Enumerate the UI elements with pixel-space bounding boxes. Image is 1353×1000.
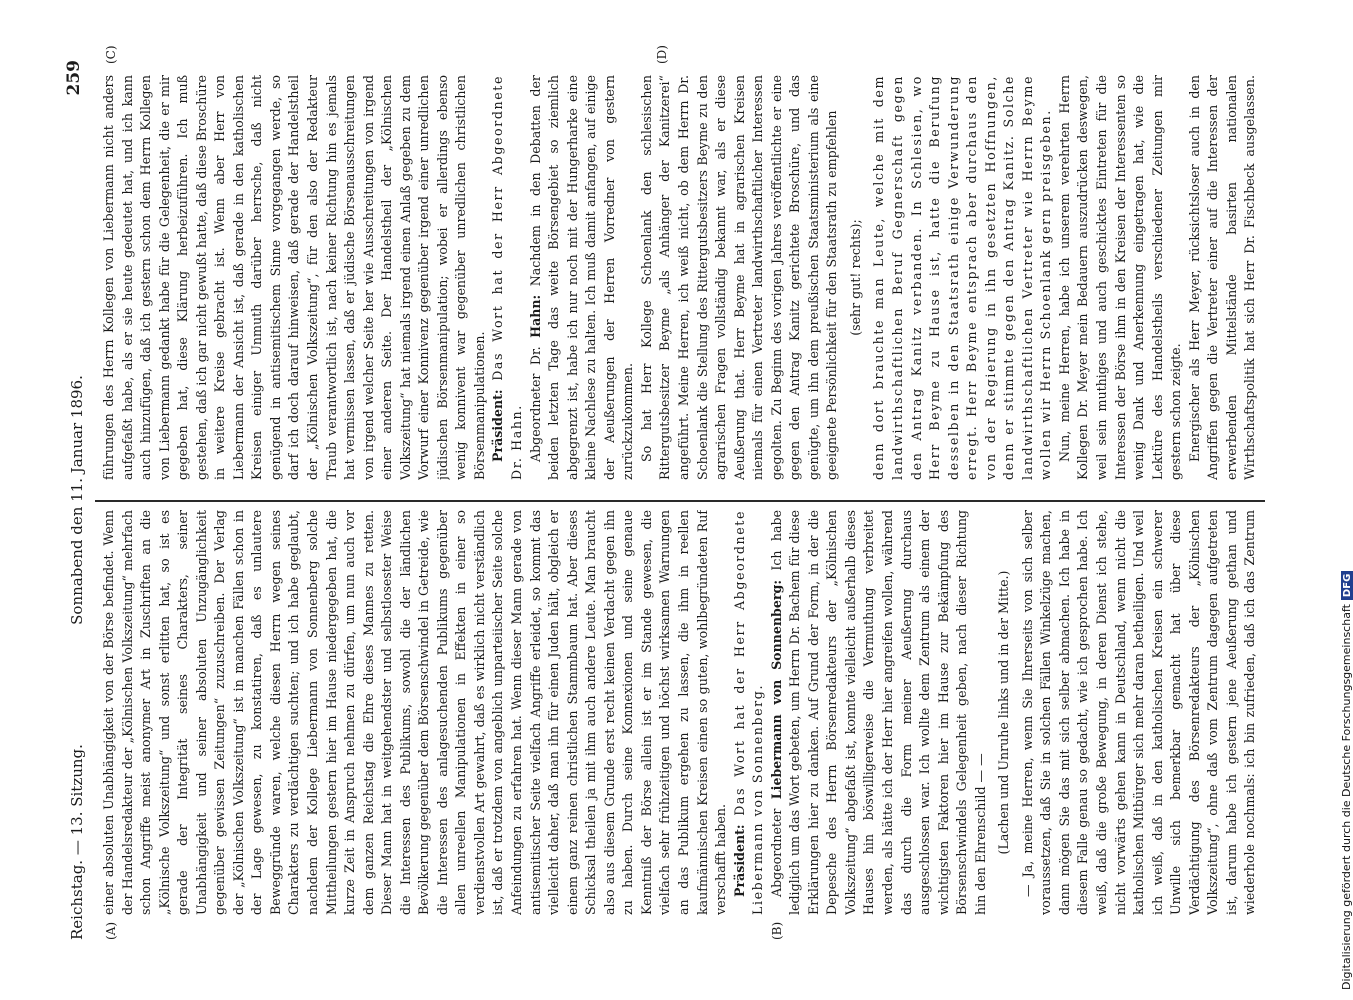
- digitization-credit: [1340, 10, 1353, 990]
- margin-marker-c: (C): [104, 45, 118, 64]
- paragraph: Abgeordneter Dr. Hahn: Nachdem in den Debatten der beiden letzten Tage das weite Börsengebiet so ziemlich abgegrenzt ist, habe ich nur noch mit der Hungerharke eine kleine Nachlese zu halten. Ich muß damit anfangen, auf einige der Aeußerungen der Herren Vorredner von gestern zurückzukommen.: [527, 75, 636, 480]
- speaker-label: Präsident:: [490, 389, 506, 462]
- interjection: (sehr gut! rechts);: [847, 219, 863, 336]
- paragraph: denn dort brauchte man Leute, welche mit dem landwirthschaftlichen Beruf Gegnerschaft gegen den Antrag Kanitz verbanden. In Schlesien, wo Herr Beyme zu Hause ist, hatte die Berufung desselben in den Staatsrath einige Verwunderung erregt. Herr Beyme entsprach aber durchaus den von der Regierung in ihn gesetzten Hoffnungen, denn er stimmte gegen den Antrag Kanitz. Solche landwirthschaftlichen Vertreter wie Herrn Beyme wollen wir Herrn Schoenlank gern preisgeben.: [871, 75, 1054, 480]
- paragraph: — Ja, meine Herren, wenn Sie Ihrerseits von sich selber voraussetzen, daß Sie in solchen Fällen Winkelzüge machen, dann mögen Sie das mit sich selber abmachen. Ich habe in diesem Falle genau so gedacht, wie ich gesprochen habe. Ich weiß, daß die große Bewegung, in deren Dienst ich stehe, nicht vorwärts gehen kann in Deutschland, wenn nicht die katholischen Mitbürger sich mehr daran betheiligen. Und weil ich weiß, daß in den katholischen Kreisen ein schwerer Unwille sich bemerkbar gemacht hat über diese Verdächtigung des Börsenredakteurs der „Kölnischen Volkszeitung“, ohne daß vom Zentrum dagegen aufgetreten ist, darum habe ich gestern jene Aeußerung gethan und wiederhole nochmals: ich bin zufrieden, daß ich das Zentrum: [1019, 510, 1258, 915]
- paragraph: führungen des Herrn Kollegen von Liebermann nicht anders aufgefaßt habe, als er sie heute gedeutet hat, und ich kann auch hinzufügen, daß ich gestern schon dem Herrn Kollegen von Liebermann gedankt habe für die Gelegenheit, die er mir gegeben hat, diese Klärung herbeizuführen. Ich muß gestehen, daß ich gar nicht gewußt hatte, daß diese Broschüre in weitere Kreise gebracht ist. Wenn aber Herr von Liebermann der Ansicht ist, daß gerade in den katholischen Kreisen einiger Unmuth darüber herrsche, daß nicht genügend in antisemitischem Sinne vorgegangen werde, so darf ich doch darauf hinweisen, daß gerade der Handelstheil der „Kölnischen Volkszeitung“, für den also der Redakteur Traub verantwortlich ist, nach keiner Richtung hin es jemals hat vermissen lassen, daß er jüdische Börsenausschreitungen von irgend welcher Seite her wie Ausschreitungen von irgend einer anderen Seite. Der Handelstheil der „Kölnischen Volkszeitung“ hat niemals irgend einen Anlaß gegeben zu dem Vorwurf einer Konnivenz gegenüber irgend einer unredlichen jüdischen Börsenmanipulation; wobei er allerdings ebenso wenig konnivent war gegenüber unredlichen christlichen Börsenmanipulationen.: [101, 75, 487, 480]
- paragraph: Energischer als Herr Meyer, rücksichtsloser auch in den Angriffen gegen die Vertreter einer auf die Interessen der erwerbenden Mittelstände basirten nationalen Wirthschaftspolitik hat sich Herr Dr. Fischbeck ausgelassen.: [1186, 75, 1258, 480]
- paragraph: Abgeordneter Liebermann von Sonnenberg: Ich habe lediglich um das Wort gebeten, um Herrn Dr. Bachem für diese Erklärungen hier zu danken. Auf Grund der Form, in der die Depesche des Herrn Börsenredakteurs der „Kölnischen Volkszeitung“ abgefaßt ist, konnte vielleicht außerhalb dieses Hauses hin böswilligerweise die Vermuthung verbreitet werden, als hätte ich der Herr hier angreifen wollen, während das durch die Form meiner Aeußerung durchaus ausgeschlossen war. Ich wollte dem Zentrum als einem der wichtigsten Faktoren hier im Hause zur Bekämpfung des Börsenschwindels Gelegenheit geben, nach dieser Richtung hin den Ehrenschild — —: [768, 510, 988, 915]
- paragraph: Nun, meine Herren, habe ich unserem verehrten Herrn Kollegen Dr. Meyer mein Bedauern auszudrücken deswegen, weil sein muthiges und auch geschicktes Eintreten für die Interessen der Börse ihm in den Kreisen der Interessenten so wenig Dank und Anerkennung eingetragen hat, wie die Lektüre des Handelstheils verschiedener Zeitungen mir gestern schon zeigte.: [1056, 75, 1184, 480]
- paragraph: Präsident: Das Wort hat der Herr Abgeordnete Liebermann von Sonnenberg.: [731, 510, 766, 915]
- header-session: Reichstag. — 13. Sitzung.: [68, 744, 86, 940]
- paragraph: Präsident: Das Wort hat der Herr Abgeordnete Dr. Hahn.: [490, 75, 525, 480]
- paragraph: So hat Herr Kollege Schoenlank den schlesischen Rittergutsbesitzer Beyme „als Anhänger der Kanitzerei“ angeführt. Meine Herren, ich weiß nicht, ob dem Herrn Dr. Schoenlank die Stellung des Rittergutsbesitzers Beyme zu den agrarischen Fragen vollständig bekannt war, als er diese Aeußerung that. Herr Beyme hat in agrarischen Kreisen niemals für einen Vertreter landwirthschaftlicher Interessen gegolten. Zu Beginn des vorigen Jahres veröffentlichte er eine gegen den Antrag Kanitz gerichtete Broschüre, und das genügte, um ihn dem preußischen Staatsministerium als eine geeignete Persönlichkeit für den Staatsrath zu empfehlen: [638, 75, 840, 480]
- margin-marker-b: (B): [770, 921, 784, 940]
- dfg-logo: DFG: [1341, 571, 1353, 600]
- column-divider: [95, 500, 1265, 502]
- margin-marker-d: (D): [655, 45, 669, 64]
- margin-marker-a: (A): [104, 921, 118, 940]
- page-header: [62, 60, 90, 940]
- right-column: [100, 75, 1260, 480]
- speaker-name: Liebermann von Sonnenberg:: [768, 580, 784, 800]
- paragraph: einer absoluten Unabhängigkeit von der Börse befindet. Wenn der Handelsredakteur der „Kölnischen Volkszeitung“ mehrfach schon Angriffe meist anonymer Art in Zuschriften an die „Kölnische Volkszeitung“ und sonst erlitten hat, so ist es gerade der Integrität seines Charakters, seiner Unabhängigkeit und seiner absoluten Unzugänglichkeit gegenüber gewissen Zeitungen“ zuzuschreiben. Der Verlag der „Kölnischen Volkszeitung“ ist in manchen Fällen schon in der Lage gewesen, zu konstatiren, daß es unlautere Beweggründe waren, welche diesen Herrn wegen seines Charakters zu verdächtigen suchten; und ich habe geglaubt, nachdem der Kollege Liebermann von Sonnenberg solche Mittheilungen gestern hier im Hause niedergegeben hat, die kurze Zeit in Anspruch nehmen zu dürfen, um nun auch vor dem ganzen Reichstag die Ehre dieses Mannes zu retten. Dieser Mann hat in weitgehendster und selbstlosester Weise die Interessen des Publikums, sowohl die der ländlichen Bevölkerung gegenüber dem Börsenschwindel in Getreide, wie die Interessen des anlagesuchenden Publikums gegenüber allen unreellen Manipulationen in Effekten in einer so verdienstvollen Art gewahrt, daß es wirklich nicht verständlich ist, daß er trotzdem von angeblich unparteiischer Seite solche Anfeindungen zu erfahren hat. Wenn dieser Mann gerade von antisemitischer Seite vielfach Angriffe erleidet, so kommt das vielleicht daher, daß man ihn für einen Juden hält, obgleich er einem ganz reinen christlichen Stammbaum hat. Aber dieses Schicksal theilen ja mit ihm auch andere Leute. Man braucht also aus diesem Grunde erst recht keinen Verdacht gegen ihn zu haben. Durch seine Konnexionen und seine genaue Kenntniß der Börse allein ist er im Stande gewesen, die vielfach sehr frühzeitigen und höchst wirksamen Warnungen an das Publikum ergehen zu lassen, die ihm in reellen kaufmännischen Kreisen einen so guten, wohlbegründeten Ruf verschafft haben.: [101, 510, 729, 915]
- header-date: Sonnabend den 11. Januar 1896.: [68, 375, 86, 625]
- speaker-name: Hahn:: [527, 294, 543, 338]
- left-column: [100, 510, 1260, 915]
- interjection: (Lachen und Unruhe links und in der Mitte.): [996, 570, 1012, 855]
- page-number: 259: [64, 60, 84, 96]
- credit-text: Digitalisierung gefördert durch die Deutsche Forschungsgemeinschaft: [1340, 604, 1353, 990]
- speaker-label: Präsident:: [731, 824, 747, 897]
